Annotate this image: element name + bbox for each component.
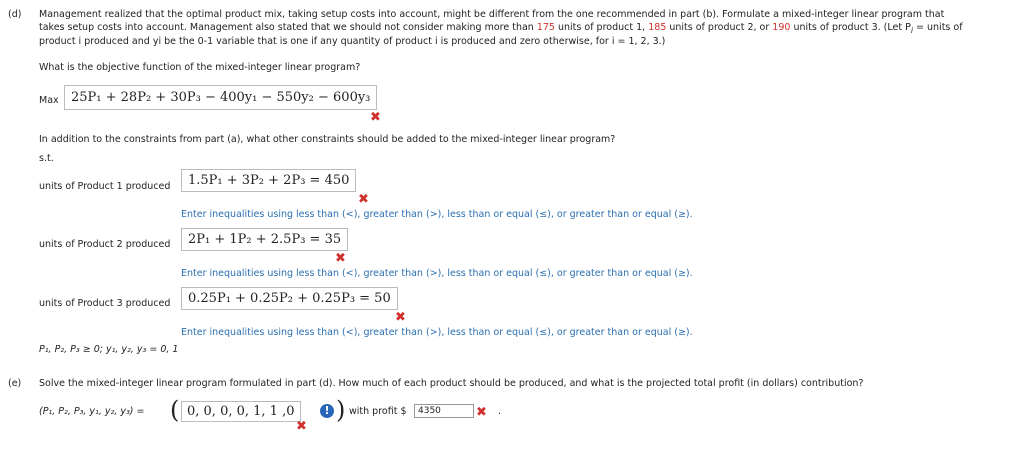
- part-d-line1: Management realized that the optimal product mix, taking setup costs into account, might be different from the one recommended in part (b). Formulate a mixed-integer linear program that: [39, 9, 945, 20]
- tuple-wrong-icon: ✖: [296, 419, 307, 434]
- profit-input[interactable]: 4350: [414, 404, 474, 418]
- part-d-line2: [39, 22, 963, 35]
- constraint-2-hint: Enter inequalities using less than (<), greater than (>), less than or equal (≤), or greater than or equal (≥).: [181, 268, 693, 279]
- part-d-label: (d): [8, 9, 22, 20]
- constraints-question: In addition to the constraints from part (a), what other constraints should be added to the mixed-integer linear program?: [39, 134, 616, 145]
- info-icon[interactable]: !: [320, 404, 334, 418]
- st-label: s.t.: [39, 153, 54, 164]
- constraint-1-label: units of Product 1 produced: [39, 181, 171, 192]
- constraint-1-wrong-icon: ✖: [358, 192, 369, 207]
- constraint-3-wrong-icon: ✖: [395, 310, 406, 325]
- constraint-3-input[interactable]: 0.25P₁ + 0.25P₂ + 0.25P₃ = 50: [181, 287, 398, 310]
- part-d-line3: product i produced and yi be the 0-1 variable that is one if any quantity of product i is produced and zero otherwise, for i = 1, 2, 3.): [39, 36, 666, 47]
- tuple-label: (P₁, P₂, P₃, y₁, y₂, y₃) =: [39, 406, 145, 417]
- objective-question: What is the objective function of the mixed-integer linear program?: [39, 62, 361, 73]
- max-label: Max: [39, 95, 59, 106]
- profit-wrong-icon: ✖: [476, 405, 487, 420]
- constraint-2-label: units of Product 2 produced: [39, 239, 171, 250]
- tuple-input[interactable]: 0, 0, 0, 0, 1, 1 ,0: [181, 401, 301, 422]
- line2-text-d: units of product 3. (Let P: [790, 22, 911, 33]
- line2-text-a: takes setup costs into account. Management also stated that we should not consider making more than: [39, 22, 537, 33]
- line2-text-b: units of product 1,: [554, 22, 649, 33]
- nonnegativity-constraints: P₁, P₂, P₃ ≥ 0; y₁, y₂, y₃ = 0, 1: [39, 344, 179, 355]
- limit-product-1: 175: [536, 22, 555, 33]
- part-e-label: (e): [8, 378, 22, 389]
- limit-product-2: 185: [648, 22, 667, 33]
- close-paren: ): [336, 396, 346, 424]
- constraint-3-hint: Enter inequalities using less than (<), greater than (>), less than or equal (≤), or greater than or equal (≥).: [181, 327, 693, 338]
- line2-sub: i: [910, 25, 914, 35]
- constraint-3-label: units of Product 3 produced: [39, 298, 171, 309]
- line2-text-c: units of product 2, or: [666, 22, 773, 33]
- open-paren: (: [170, 396, 180, 424]
- constraint-2-input[interactable]: 2P₁ + 1P₂ + 2.5P₃ = 35: [181, 228, 348, 251]
- constraint-2-wrong-icon: ✖: [335, 251, 346, 266]
- part-e-question: Solve the mixed-integer linear program formulated in part (d). How much of each product should be produced, and what is the projected total profit (in dollars) contribution?: [39, 378, 864, 389]
- period: .: [498, 406, 502, 417]
- objective-wrong-icon: ✖: [370, 110, 381, 125]
- with-profit-label: with profit $: [349, 406, 407, 417]
- line2-text-e: = units of: [913, 22, 963, 33]
- constraint-1-hint: Enter inequalities using less than (<), greater than (>), less than or equal (≤), or greater than or equal (≥).: [181, 209, 693, 220]
- constraint-1-input[interactable]: 1.5P₁ + 3P₂ + 2P₃ = 450: [181, 169, 356, 192]
- objective-input[interactable]: 25P₁ + 28P₂ + 30P₃ − 400y₁ − 550y₂ − 600y₃: [64, 85, 377, 110]
- limit-product-3: 190: [772, 22, 791, 33]
